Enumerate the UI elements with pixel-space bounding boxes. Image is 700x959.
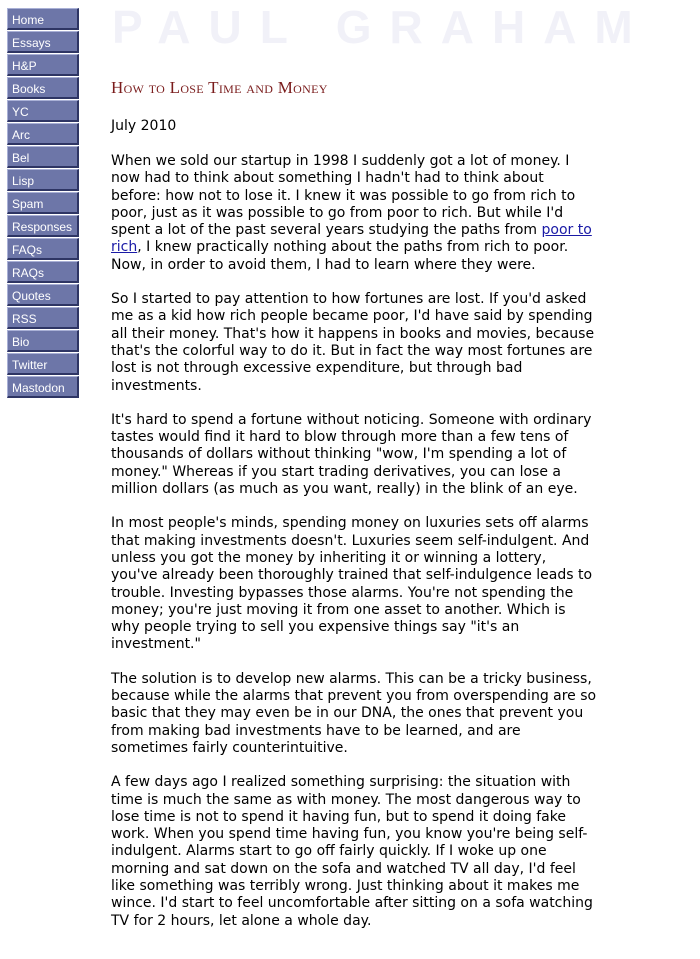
paragraph-1-text-b: , I knew practically nothing about the paths from rich to poor. Now, in order to avoid them, I had to learn where they were.	[111, 239, 569, 273]
paragraph-1	[111, 153, 597, 274]
nav-item-lisp[interactable]: Lisp	[7, 169, 79, 191]
poor-to-rich-link[interactable]: poor to rich	[111, 222, 592, 256]
paragraph-3: It's hard to spend a fortune without noticing. Someone with ordinary tastes would find it hard to blow through more than a few tens of thousands of dollars without thinking "wow, I'm spending a lot of money." Whereas if you start trading derivatives, you can lose a million dollars (as much as you want, really) in the blink of an eye.	[111, 411, 592, 498]
sidebar-nav	[7, 8, 81, 399]
nav-item-essays[interactable]: Essays	[7, 31, 79, 53]
nav-item-responses[interactable]: Responses	[7, 215, 79, 237]
paragraph-6: A few days ago I realized something surprising: the situation with time is much the same as with money. The most dangerous way to lose time is not to spend it having fun, but to spend it doing fake work. When you spend time having fun, you know you're being self-indulgent. Alarms start to go off fairly quickly. If I woke up one morning and sat down on the sofa and watched TV all day, I'd feel like something was terribly wrong. Just thinking about it makes me wince. I'd start to feel uncomfortable after sitting on a sofa watching TV for 2 hours, let alone a whole day.	[111, 774, 593, 929]
nav-item-books[interactable]: Books	[7, 77, 79, 99]
paragraph-2: So I started to pay attention to how fortunes are lost. If you'd asked me as a kid how rich people became poor, I'd have said by spending all their money. That's how it happens in books and movies, because that's the colorful way to do it. But in fact the way most fortunes are lost is not through excessive expenditure, but through bad investments.	[111, 291, 595, 394]
paragraph-4: In most people's minds, spending money on luxuries sets off alarms that making investments doesn't. Luxuries seem self-indulgent. And unless you got the money by inheriting it or winning a lottery, you've already been thoroughly trained that self-indulgence leads to trouble. Investing bypasses those alarms. You're not spending the money; you're just moving it from one asset to another. Which is why people trying to sell you expensive things say "it's an investment."	[111, 515, 593, 653]
site-masthead[interactable]: PAUL GRAHAM	[112, 1, 651, 53]
nav-item-arc[interactable]: Arc	[7, 123, 79, 145]
nav-item-mastodon[interactable]: Mastodon	[7, 376, 79, 398]
article-date: July 2010	[111, 118, 177, 134]
nav-item-bio[interactable]: Bio	[7, 330, 79, 352]
article-title: How to Lose Time and Money	[111, 78, 328, 97]
nav-item-bel[interactable]: Bel	[7, 146, 79, 168]
nav-item-home[interactable]: Home	[7, 8, 79, 30]
nav-item-rss[interactable]: RSS	[7, 307, 79, 329]
nav-item-raqs[interactable]: RAQs	[7, 261, 79, 283]
nav-item-twitter[interactable]: Twitter	[7, 353, 79, 375]
paragraph-5: The solution is to develop new alarms. This can be a tricky business, because while the alarms that prevent you from overspending are so basic that they may even be in our DNA, the ones that prevent you from making bad investments have to be learned, and are sometimes fairly counterintuitive.	[111, 670, 597, 756]
nav-item-hp[interactable]: H&P	[7, 54, 79, 76]
nav-item-quotes[interactable]: Quotes	[7, 284, 79, 306]
nav-item-yc[interactable]: YC	[7, 100, 79, 122]
article-content	[111, 78, 597, 947]
paragraph-1-text-a: When we sold our startup in 1998 I suddenly got a lot of money. I now had to think about something I hadn't had to think about before: how not to lose it. I knew it was possible to go from rich to poor, just as it was possible to go from poor to rich. But while I'd spent a lot of the past several years studying the paths from	[111, 153, 576, 239]
nav-item-spam[interactable]: Spam	[7, 192, 79, 214]
nav-item-faqs[interactable]: FAQs	[7, 238, 79, 260]
